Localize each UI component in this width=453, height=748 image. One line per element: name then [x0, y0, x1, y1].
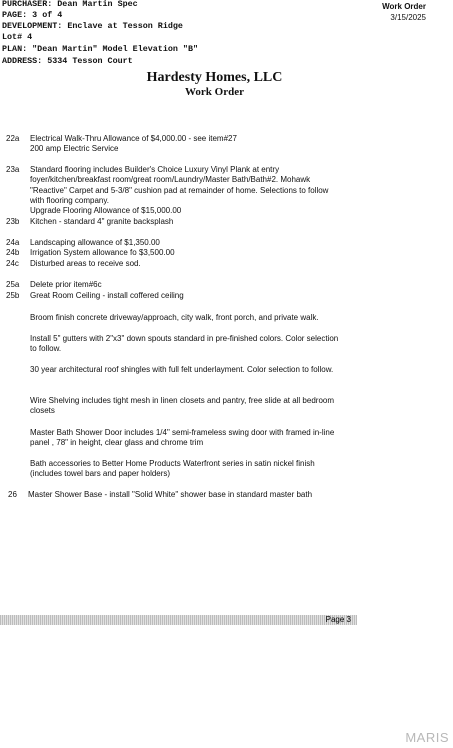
work-order-corner: [382, 1, 426, 23]
item-line: with flooring company.: [30, 195, 109, 205]
plan-line: PLAN: "Dean Martin" Model Elevation "B": [2, 44, 199, 54]
item-text: [30, 334, 360, 355]
item-text: [30, 238, 360, 248]
item-line: foyer/kitchen/breakfast room/great room/Laundry/Master Bath/Bath#2. Mohawk: [30, 175, 311, 185]
document-subtitle: Work Order: [185, 86, 244, 98]
page-line: PAGE: 3 of 4: [2, 10, 63, 20]
item-line: Master Bath Shower Door includes 1/4" semi-frameless swing door with framed in-line: [30, 428, 335, 437]
item-text: [30, 291, 360, 301]
item-line: 200 amp Electric Service: [30, 144, 119, 154]
item-text: [30, 428, 360, 449]
item-line: Upgrade Flooring Allowance of $15,000.00: [30, 206, 182, 216]
item-text: [30, 365, 360, 375]
item-line: panel , 78" in height, clear glass and chrome trim: [30, 438, 204, 448]
item-line: Landscaping allowance of $1,350.00: [30, 238, 160, 247]
development-line: DEVELOPMENT: Enclave at Tesson Ridge: [2, 21, 183, 31]
item-text: [30, 217, 360, 227]
item-line: Standard flooring includes Builder's Choice Luxury Vinyl Plank at entry: [30, 165, 280, 174]
item-text: [28, 490, 358, 500]
item-text: [30, 248, 360, 258]
page-number: Page 3: [325, 615, 351, 624]
item-line: Disturbed areas to receive sod.: [30, 259, 141, 268]
item-line: Install 5" gutters with 2"x3" down spouts standard in pre-finished colors. Color selection: [30, 334, 339, 343]
item-number: 23b: [6, 217, 20, 226]
item-number: 24b: [6, 248, 20, 257]
item-line: closets: [30, 406, 55, 416]
item-line: 30 year architectural roof shingles with full felt underlayment. Color selection to follow.: [30, 365, 334, 374]
item-text: [30, 280, 360, 290]
item-text: [30, 396, 360, 417]
item-number: 22a: [6, 134, 20, 143]
purchaser-line: PURCHASER: Dean Martin Spec: [2, 0, 138, 9]
item-line: to follow.: [30, 344, 62, 354]
item-number: 25b: [6, 291, 20, 300]
item-line: Wire Shelving includes tight mesh in linen closets and pantry, free slide at all bedroom: [30, 396, 335, 405]
lot-line: Lot# 4: [2, 32, 33, 42]
item-text: [30, 459, 360, 480]
item-line: Irrigation System allowance fo $3,500.00: [30, 248, 175, 257]
work-order-label: Work Order: [382, 2, 426, 11]
address-line: ADDRESS: 5334 Tesson Court: [2, 56, 133, 66]
company-title: Hardesty Homes, LLC: [146, 70, 283, 85]
item-number: 26: [8, 490, 17, 499]
item-number: 24c: [6, 259, 19, 268]
item-text: [30, 259, 360, 269]
item-line: Electrical Walk-Thru Allowance of $4,000.00 - see item#27: [30, 134, 237, 143]
maris-watermark: MARIS: [405, 730, 449, 745]
item-line: (includes towel bars and paper holders): [30, 469, 171, 479]
item-line: Bath accessories to Better Home Products Waterfront series in satin nickel finish: [30, 459, 315, 468]
item-line: Kitchen - standard 4" granite backsplash: [30, 217, 174, 226]
item-text: [30, 134, 360, 155]
work-order-date: 3/15/2025: [390, 13, 426, 22]
item-line: "Reactive" Carpet and 5-3/8" cushion pad at remainder of home. Selections to follow: [30, 185, 329, 195]
item-line: Master Shower Base - install "Solid White" shower base in standard master bath: [28, 490, 313, 499]
item-line: Great Room Ceiling - install coffered ceiling: [30, 291, 184, 300]
item-line: Broom finish concrete driveway/approach, city walk, front porch, and private walk.: [30, 313, 319, 322]
item-number: 25a: [6, 280, 20, 289]
item-text: [30, 313, 360, 323]
item-number: 23a: [6, 165, 20, 174]
item-line: Delete prior item#6c: [30, 280, 102, 289]
footer-bar: [0, 615, 357, 625]
item-number: 24a: [6, 238, 20, 247]
item-text: [30, 165, 360, 216]
